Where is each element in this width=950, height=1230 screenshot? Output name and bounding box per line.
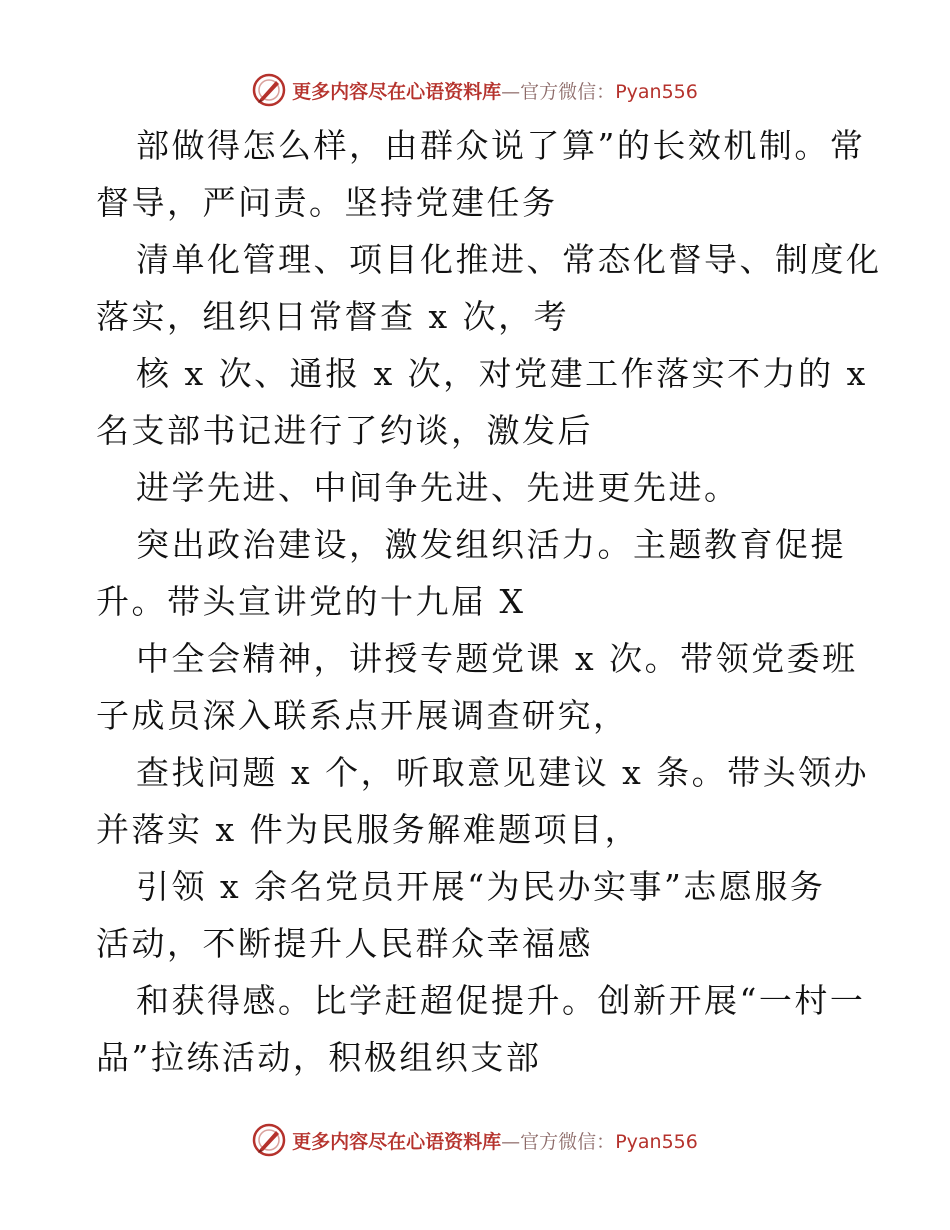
header-watermark-text: [292, 77, 698, 104]
body-line: 查找问题 x 个，听取意见建议 x 条。带头领办: [136, 753, 870, 792]
body-line: 突出政治建设，激发组织活力。主题教育促提: [136, 525, 846, 564]
body-line: 中全会精神，讲授专题党课 x 次。带领党委班: [136, 639, 858, 678]
footer-wechat-id: Pyan556: [615, 1130, 698, 1153]
body-line: 督导，严问责。坚持党建任务: [96, 183, 558, 222]
footer-watermark-text: [292, 1127, 698, 1154]
body-line: 进学先进、中间争先进、先进更先进。: [136, 468, 740, 507]
body-line: 引领 x 余名党员开展“为民办实事”志愿服务: [136, 867, 826, 906]
body-line: 和获得感。比学赶超促提升。创新开展“一村一: [136, 981, 866, 1020]
body-line: 核 x 次、通报 x 次，对党建工作落实不力的 x: [136, 354, 868, 393]
body-line: 清单化管理、项目化推进、常态化督导、制度化: [136, 240, 882, 279]
header-separator: —: [501, 80, 521, 103]
body-line: 升。带头宣讲党的十九届 X: [96, 582, 526, 621]
body-line: 名支部书记进行了约谈，激发后: [96, 411, 593, 450]
header-watermark-banner: [0, 70, 950, 110]
body-line: 品”拉练活动，积极组织支部: [96, 1038, 542, 1077]
footer-separator: —: [501, 1130, 521, 1153]
footer-wechat-label: 官方微信：: [520, 1130, 616, 1153]
quill-pen-logo-icon: [252, 1123, 286, 1157]
header-wechat-label: 官方微信：: [520, 80, 616, 103]
footer-brand: 更多内容尽在心语资料库: [292, 1130, 502, 1153]
footer-watermark-banner: [0, 1120, 950, 1160]
body-line: 活动，不断提升人民群众幸福感: [96, 924, 593, 963]
header-brand: 更多内容尽在心语资料库: [292, 80, 502, 103]
quill-pen-logo-icon: [252, 73, 286, 107]
body-line: 并落实 x 件为民服务解难题项目，: [96, 810, 641, 849]
body-line: 子成员深入联系点开展调查研究，: [96, 696, 629, 735]
body-line: 部做得怎么样，由群众说了算”的长效机制。常: [136, 126, 866, 165]
body-line: 落实，组织日常督查 x 次，考: [96, 297, 570, 336]
header-wechat-id: Pyan556: [615, 80, 698, 103]
document-body: [96, 122, 882, 1091]
